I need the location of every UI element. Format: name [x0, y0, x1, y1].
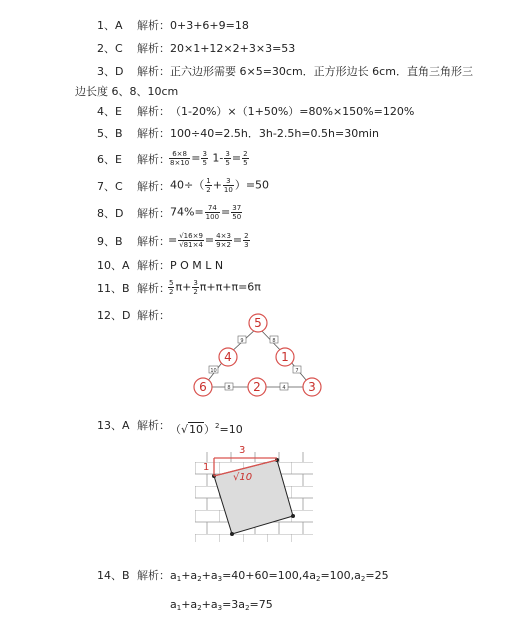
box-label-4: 7	[295, 368, 299, 374]
box-label-3: 10	[210, 368, 217, 374]
label-diag: √10	[233, 472, 253, 483]
circle-label-bottom-mid: 2	[253, 380, 261, 394]
answer-3-continued: 边长度 6、8、10cm	[75, 85, 179, 98]
formula-8: 74%= $\frac{74}{100}$ = $\frac{37}{50}$	[170, 204, 242, 221]
formula-14-line2: $a_1+a_2+a_3=3a_2=75$	[170, 598, 273, 612]
label-side: 1	[203, 462, 210, 473]
box-label-6: 4	[282, 385, 286, 391]
formula-13: $(√10)^2=10$	[170, 422, 243, 436]
formula-14-line1: $a_1+a_2+a_3=40+60=100,4a_2=100,a_2=25$	[170, 569, 389, 583]
label-top: 3	[239, 445, 246, 456]
formula-6: $\frac{6\times 8}{8\times 10}$ = $\frac{3}{5}$ 1- $\frac{3}{5}$ = $\frac{2}{5}$	[170, 150, 248, 167]
triangle-number-diagram	[185, 310, 330, 405]
brick-square-diagram	[195, 438, 313, 542]
formula-7: 40÷（ $\frac{1}{2}$ + $\frac{3}{10}$ ）=50	[170, 177, 270, 194]
circle-label-bottom-right: 3	[308, 380, 316, 394]
circle-label-right: 1	[281, 350, 289, 364]
circle-label-top: 5	[254, 316, 262, 330]
formula-9: = $\frac{√16\times 9}{√81\times 4}$ = $\frac{4\times 3}{9\times 2}$ = $\frac{2}{3}$	[168, 232, 249, 249]
circle-label-bottom-left: 6	[199, 380, 207, 394]
box-label-5: 8	[227, 385, 231, 391]
formula-11: $\frac{5}{2}$ π+ $\frac{3}{2}$ π+π+π=6π	[169, 279, 261, 296]
circle-label-left: 4	[224, 350, 232, 364]
box-label-1: 9	[240, 338, 244, 344]
box-label-2: 8	[272, 338, 276, 344]
